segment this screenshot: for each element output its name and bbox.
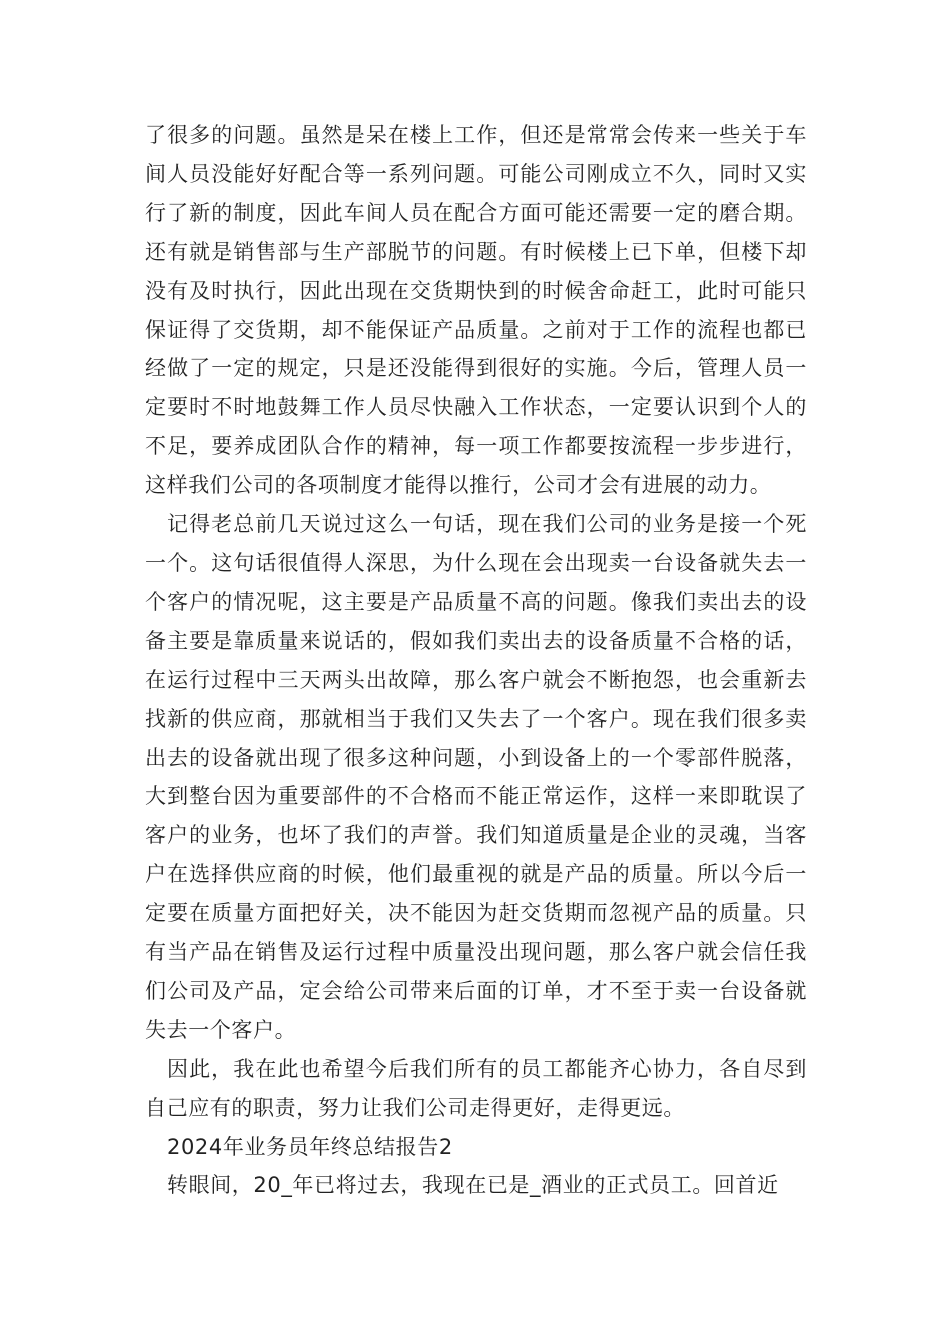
paragraph-3: 因此，我在此也希望今后我们所有的员工都能齐心协力，各自尽到自己应有的职责，努力让我们公司走得更好，走得更远。 [145, 1056, 807, 1120]
document-page [145, 116, 807, 1205]
paragraph-2: 记得老总前几天说过这么一句话，现在我们公司的业务是接一个死一个。这句话很值得人深思，为什么现在会出现卖一台设备就失去一个客户的情况呢，这主要是产品质量不高的问题。像我们卖出去的设备主要是靠质量来说话的，假如我们卖出去的设备质量不合格的话，在运行过程中三天两头出故障，那么客户就会不断抱怨，也会重新去找新的供应商，那就相当于我们又失去了一个客户。现在我们很多卖出去的设备就出现了很多这种问题，小到设备上的一个零部件脱落，大到整台因为重要部件的不合格而不能正常运作，这样一来即耽误了客户的业务，也坏了我们的声誉。我们知道质量是企业的灵魂，当客户在选择供应商的时候，他们最重视的就是产品的质量。所以今后一定要在质量方面把好关，决不能因为赶交货期而忽视产品的质量。只有当产品在销售及运行过程中质量没出现问题，那么客户就会信任我们公司及产品，定会给公司带来后面的订单，才不至于卖一台设备就失去一个客户。 [145, 512, 807, 1042]
paragraph-1: 了很多的问题。虽然是呆在楼上工作，但还是常常会传来一些关于车间人员没能好好配合等一系列问题。可能公司刚成立不久，同时又实行了新的制度，因此车间人员在配合方面可能还需要一定的磨合期。还有就是销售部与生产部脱节的问题。有时候楼上已下单，但楼下却没有及时执行，因此出现在交货期快到的时候舍命赶工，此时可能只保证得了交货期，却不能保证产品质量。之前对于工作的流程也都已经做了一定的规定，只是还没能得到很好的实施。今后，管理人员一定要时不时地鼓舞工作人员尽快融入工作状态，一定要认识到个人的不足，要养成团队合作的精神，每一项工作都要按流程一步步进行，这样我们公司的各项制度才能得以推行，公司才会有进展的动力。 [145, 123, 807, 498]
section-heading: 2024年业务员年终总结报告2 [167, 1134, 453, 1159]
paragraph-4: 转眼间，20_年已将过去，我现在已是_酒业的正式员工。回首近 [167, 1173, 779, 1198]
